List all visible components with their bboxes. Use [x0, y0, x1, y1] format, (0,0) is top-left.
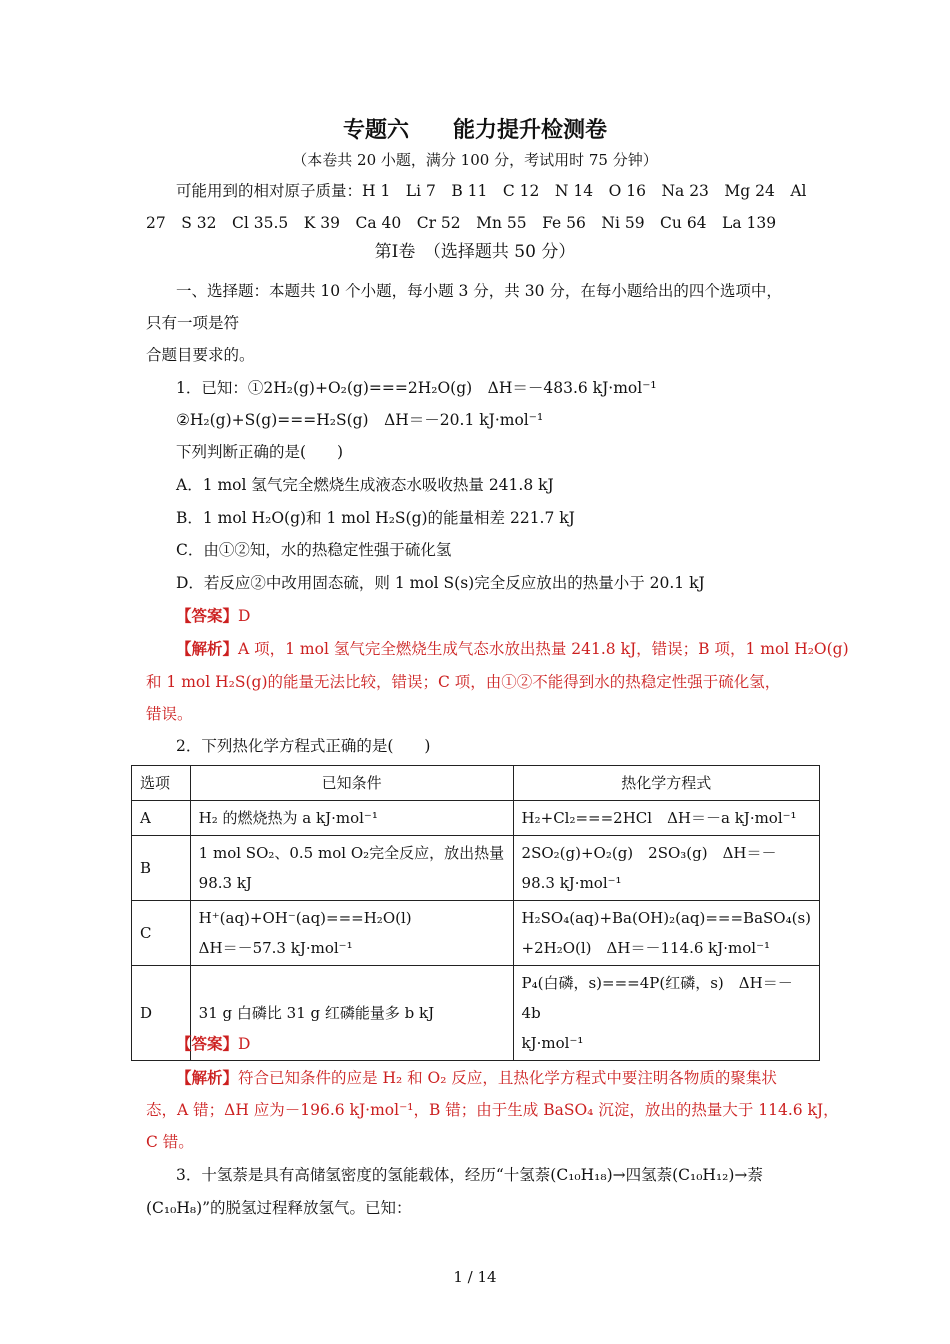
q1-analysis-label: 【解析】	[176, 639, 239, 658]
row-option: D	[132, 966, 191, 1061]
row-condition: H₂ 的燃烧热为 a kJ·mol⁻¹	[190, 801, 513, 836]
table-row	[132, 901, 820, 966]
q2-analysis-text-1: 符合已知条件的应是 H₂ 和 O₂ 反应，且热化学方程式中要注明各物质的聚集状	[238, 1069, 777, 1087]
instructions-line-2: 只有一项是符	[146, 314, 240, 332]
exam-subtitle: （本卷共 20 小题，满分 100 分，考试用时 75 分钟）	[292, 151, 658, 169]
condition-line-2: ΔH＝－57.3 kJ·mol⁻¹	[198, 939, 353, 957]
equation-line-1: P₄(白磷，s)===4P(红磷，s) ΔH＝－4b	[521, 974, 793, 1022]
atomic-mass-line-1: 可能用到的相对原子质量：H 1 Li 7 B 11 C 12 N 14 O 16 Na 23 Mg 24 Al	[176, 182, 807, 200]
equation-line-1: 2SO₂(g)+O₂(g) 2SO₃(g) ΔH＝－	[521, 844, 777, 862]
q1-analysis-text-1: A 项，1 mol 氢气完全燃烧生成气态水放出热量 241.8 kJ，错误；B 项，1 mol H₂O(g)	[238, 640, 849, 658]
q2-answer	[176, 1034, 250, 1054]
q2-analysis-label: 【解析】	[176, 1068, 239, 1087]
q1-answer	[176, 606, 250, 626]
q2-analysis-line-2: 态，A 错；ΔH 应为－196.6 kJ·mol⁻¹，B 错；由于生成 BaSO₄ 沉淀，放出的热量大于 114.6 kJ，	[146, 1101, 839, 1119]
q1-stem-line-2: ②H₂(g)+S(g)===H₂S(g) ΔH＝－20.1 kJ·mol⁻¹	[176, 411, 544, 429]
section-heading: 第Ⅰ卷 （选择题共 50 分）	[374, 242, 576, 262]
header-option: 选项	[132, 766, 191, 801]
row-equation	[513, 836, 819, 901]
q1-answer-label: 【答案】	[176, 606, 239, 625]
table-row	[132, 801, 820, 836]
page-title: 专题六 能力提升检测卷	[342, 117, 607, 143]
equation-line-2: +2H₂O(l) ΔH＝－114.6 kJ·mol⁻¹	[521, 939, 771, 957]
equation-line-2: kJ·mol⁻¹	[521, 1034, 584, 1052]
q2-analysis-line-1	[176, 1068, 777, 1088]
row-option: A	[132, 801, 191, 836]
header-equation: 热化学方程式	[513, 766, 819, 801]
row-equation: H₂+Cl₂===2HCl ΔH＝－a kJ·mol⁻¹	[513, 801, 819, 836]
row-equation	[513, 966, 819, 1061]
instructions-line-1: 一、选择题：本题共 10 个小题，每小题 3 分，共 30 分，在每小题给出的四个选项中，	[176, 282, 782, 300]
row-condition	[190, 901, 513, 966]
page-number: 1 / 14	[453, 1268, 497, 1286]
atomic-mass-line-2: 27 S 32 Cl 35.5 K 39 Ca 40 Cr 52 Mn 55 Fe 56 Ni 59 Cu 64 La 139	[146, 214, 777, 232]
instructions-line-3: 合题目要求的。	[146, 346, 255, 364]
header-condition: 已知条件	[190, 766, 513, 801]
q1-analysis-line-2: 和 1 mol H₂S(g)的能量无法比较，错误；C 项，由①②不能得到水的热稳定性强于硫化氢，	[146, 673, 781, 691]
q2-answer-value: D	[238, 1035, 251, 1053]
q2-stem: 2．下列热化学方程式正确的是( )	[176, 737, 431, 755]
q1-option-d: D．若反应②中改用固态硫，则 1 mol S(s)完全反应放出的热量小于 20.1 kJ	[176, 574, 705, 592]
q1-option-a: A．1 mol 氢气完全燃烧生成液态水吸收热量 241.8 kJ	[176, 476, 554, 494]
equation-line-1: H₂SO₄(aq)+Ba(OH)₂(aq)===BaSO₄(s)	[521, 909, 811, 927]
row-condition: 31 g 白磷比 31 g 红磷能量多 b kJ	[190, 966, 513, 1061]
row-equation	[513, 901, 819, 966]
table-row	[132, 836, 820, 901]
q2-options-table	[131, 765, 820, 1061]
q1-option-b: B．1 mol H₂O(g)和 1 mol H₂S(g)的能量相差 221.7 kJ	[176, 509, 575, 527]
q1-analysis-line-1	[176, 639, 849, 659]
q1-stem-line-1: 1．已知：①2H₂(g)+O₂(g)===2H₂O(g) ΔH＝－483.6 kJ·mol⁻¹	[176, 379, 657, 397]
condition-line-2: 98.3 kJ	[198, 874, 252, 892]
row-option: C	[132, 901, 191, 966]
q3-stem-line-1: 3．十氢萘是具有高储氢密度的氢能载体，经历“十氢萘(C₁₀H₁₈)→四氢萘(C₁₀H₁₂)→萘	[176, 1166, 763, 1184]
q1-prompt: 下列判断正确的是( )	[176, 443, 344, 461]
condition-line-1: 1 mol SO₂、0.5 mol O₂完全反应，放出热量	[198, 844, 505, 862]
equation-line-2: 98.3 kJ·mol⁻¹	[521, 874, 622, 892]
q1-analysis-line-3: 错误。	[146, 705, 193, 723]
q1-answer-value: D	[238, 607, 251, 625]
row-condition	[190, 836, 513, 901]
q1-option-c: C．由①②知，水的热稳定性强于硫化氢	[176, 541, 452, 559]
q2-answer-label: 【答案】	[176, 1034, 239, 1053]
condition-line-1: H⁺(aq)+OH⁻(aq)===H₂O(l)	[198, 909, 412, 927]
table-header-row	[132, 766, 820, 801]
row-option: B	[132, 836, 191, 901]
q2-analysis-line-3: C 错。	[146, 1133, 194, 1151]
q3-stem-line-2: (C₁₀H₈)”的脱氢过程释放氢气。已知：	[146, 1199, 412, 1217]
